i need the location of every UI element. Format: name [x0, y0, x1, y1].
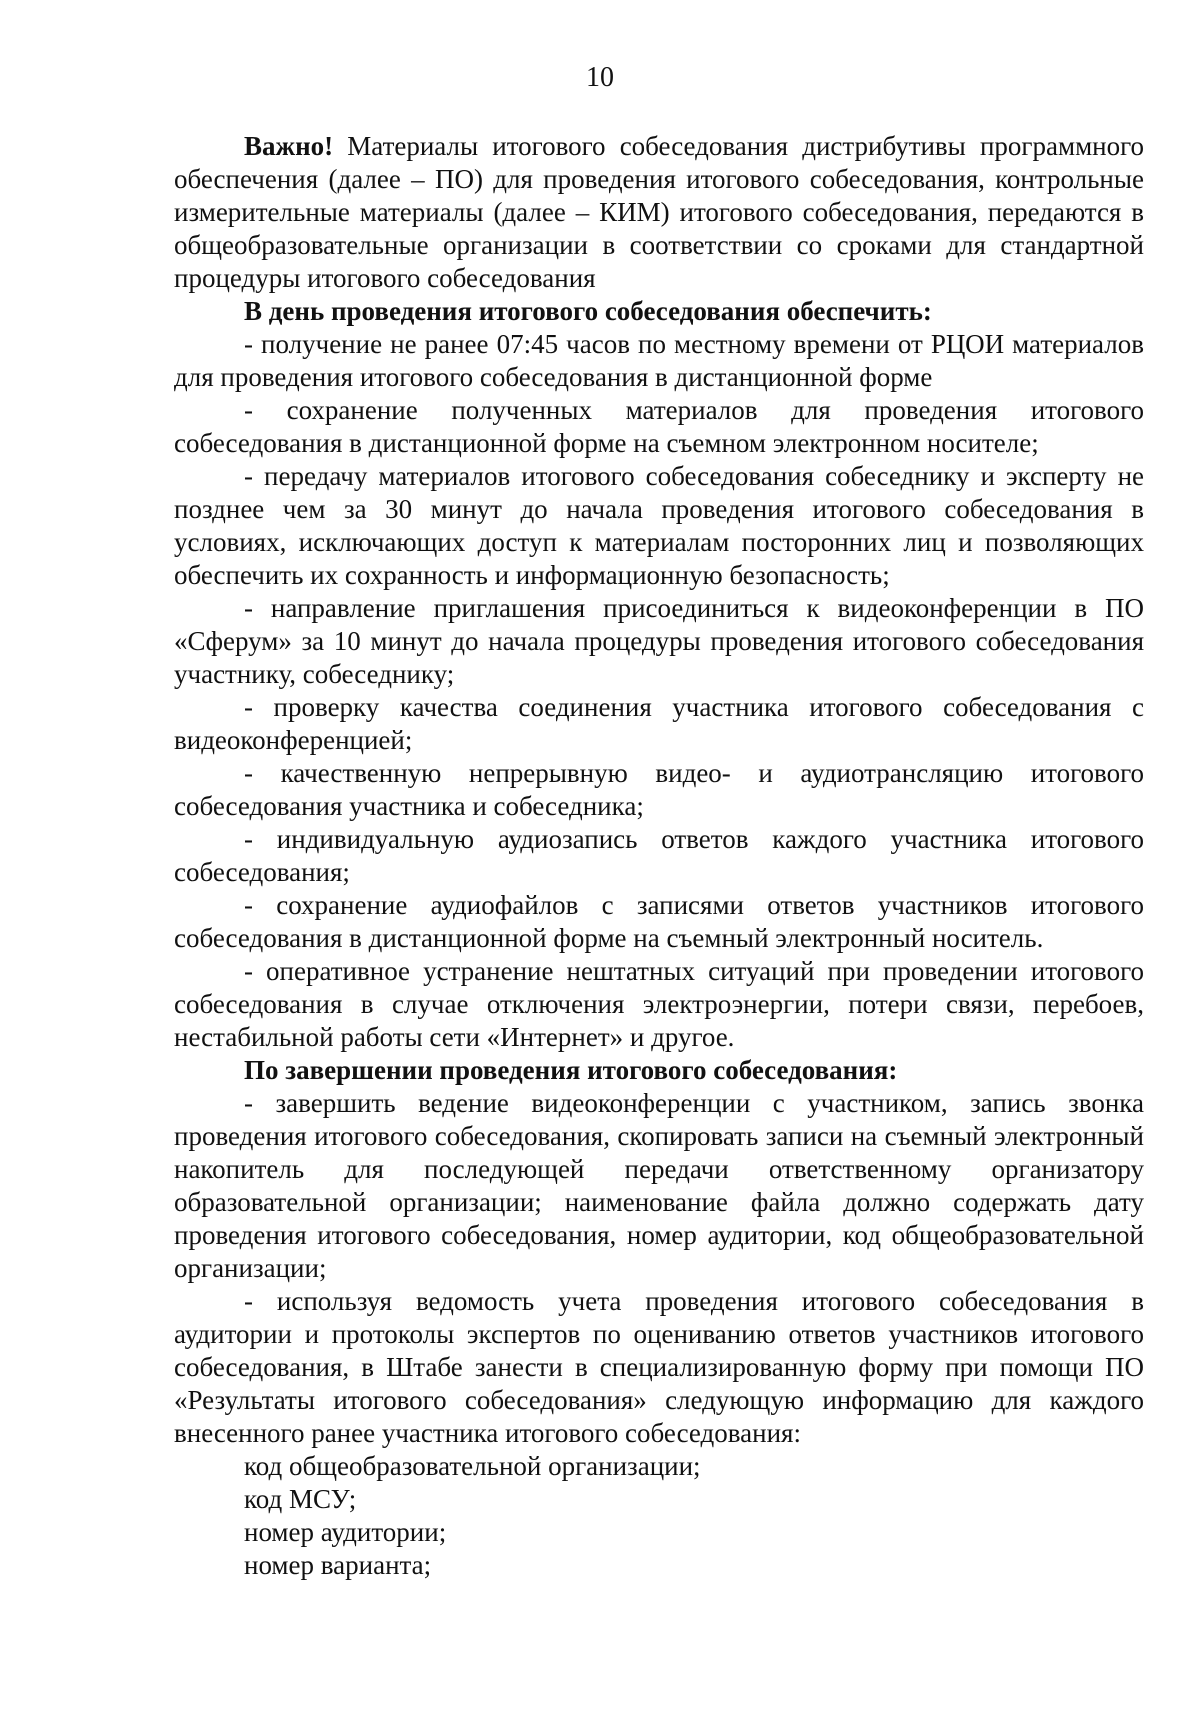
document-body: [174, 130, 1144, 1582]
list-item: - сохранение полученных материалов для проведения итогового собеседования в дистанционной форме на съемном электронном носителе;: [174, 395, 1144, 458]
list-item: - индивидуальную аудиозапись ответов каждого участника итогового собеседования;: [174, 824, 1144, 887]
list-item: - используя ведомость учета проведения итогового собеседования в аудитории и протоколы экспертов по оцениванию ответов участников итогового собеседования, в Штабе занести в специализированную форму при помощи ПО «Результаты итогового собеседования» следующую информацию для каждого внесенного ранее участника итогового собеседования:: [174, 1286, 1144, 1448]
important-label: Важно!: [244, 131, 334, 161]
list-item: - завершить ведение видеоконференции с участником, запись звонка проведения итогового собеседования, скопировать записи на съемный электронный накопитель для последующей передачи ответственному организатору образовательной организации; наименование файла должно содержать дату проведения итогового собеседования, номер аудитории, код общеобразовательной организации;: [174, 1088, 1144, 1283]
field-item: код общеобразовательной организации;: [244, 1451, 701, 1481]
list-item: - оперативное устранение нештатных ситуаций при проведении итогового собеседования в случае отключения электроэнергии, потери связи, перебоев, нестабильной работы сети «Интернет» и другое.: [174, 956, 1144, 1052]
field-item: номер варианта;: [244, 1550, 432, 1580]
field-item: код МСУ;: [244, 1484, 357, 1514]
section-heading-after-exam: По завершении проведения итогового собеседования:: [244, 1055, 898, 1085]
list-item: - качественную непрерывную видео- и аудиотрансляцию итогового собеседования участника и собеседника;: [174, 758, 1144, 821]
page-number: 10: [586, 62, 614, 93]
intro-paragraph: [174, 130, 1144, 295]
intro-text: Материалы итогового собеседования дистрибутивы программного обеспечения (далее – ПО) для проведения итогового собеседования, контрольные измерительные материалы (далее – КИМ) итогового собеседования, передаются в общеобразовательные организации в соответствии со сроками для стандартной процедуры итогового собеседования: [174, 131, 1144, 293]
list-item: - передачу материалов итогового собеседования собеседнику и эксперту не позднее чем за 30 минут до начала проведения итогового собеседования в условиях, исключающих доступ к материалам посторонних лиц и позволяющих обеспечить их сохранность и информационную безопасность;: [174, 461, 1144, 590]
list-item: - проверку качества соединения участника итогового собеседования с видеоконференцией;: [174, 692, 1144, 755]
section-heading-exam-day: В день проведения итогового собеседования обеспечить:: [244, 296, 932, 326]
list-item: - сохранение аудиофайлов с записями ответов участников итогового собеседования в дистанционной форме на съемный электронный носитель.: [174, 890, 1144, 953]
list-item: - направление приглашения присоединиться к видеоконференции в ПО «Сферум» за 10 минут до начала процедуры проведения итогового собеседования участнику, собеседнику;: [174, 593, 1144, 689]
field-item: номер аудитории;: [244, 1517, 447, 1547]
list-item: - получение не ранее 07:45 часов по местному времени от РЦОИ материалов для проведения итогового собеседования в дистанционной форме: [174, 329, 1144, 392]
